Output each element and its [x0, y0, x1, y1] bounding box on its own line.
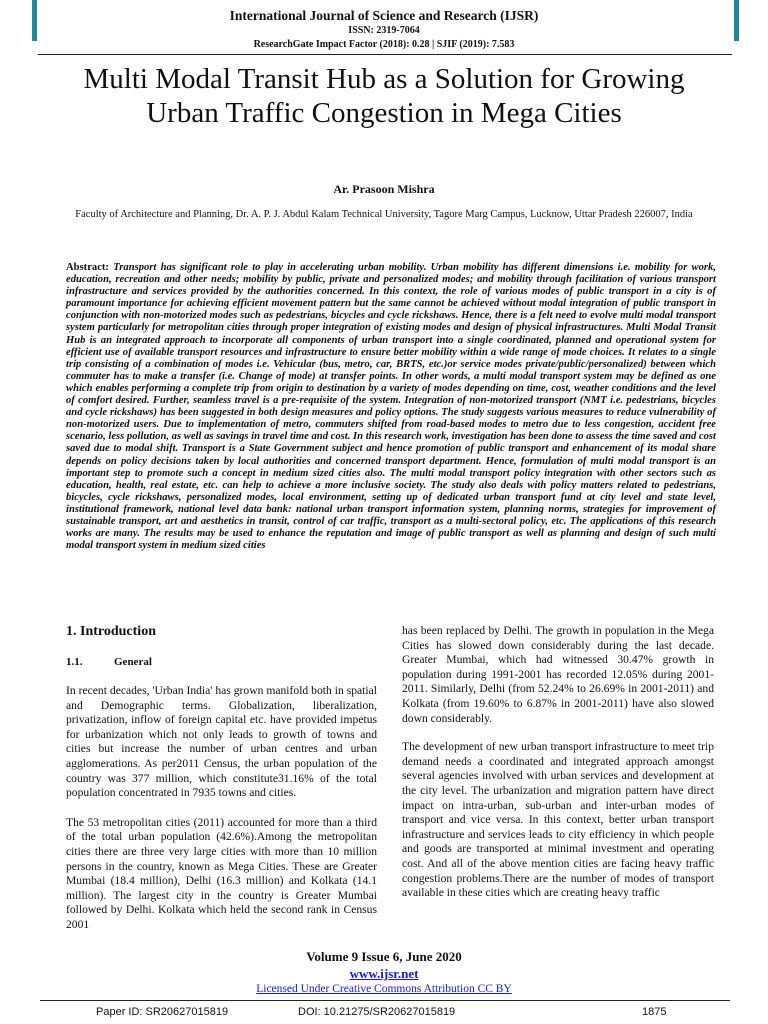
license-link[interactable]: Licensed Under Creative Commons Attribution CC BY [256, 983, 512, 995]
journal-name: International Journal of Science and Research (IJSR) [229, 8, 539, 23]
subsection-number: 1.1. [66, 656, 83, 668]
page-number: 1875 [642, 1006, 667, 1018]
paper-title: Multi Modal Transit Hub as a Solution for Growing Urban Traffic Congestion in Mega Cities [83, 63, 685, 129]
right-column [402, 624, 714, 901]
header-divider [38, 54, 732, 55]
volume-issue: Volume 9 Issue 6, June 2020 [306, 949, 462, 964]
journal-website-link[interactable]: www.ijsr.net [349, 966, 419, 981]
paragraph: has been replaced by Delhi. The growth in population in the Mega Cities has slowed down considerably during the last decade. Greater Mumbai, which had witnessed 30.47% growth in population during 1991-2001 has recorded 12.05% during 2001-2011. Similarly, Delhi (from 52.24% to 26.69% in 2001-2011) and Kolkata (from 19.60% to 6.87% in 2001-2011) have also slowed down considerably. [402, 624, 714, 725]
section-heading: 1. Introduction [66, 624, 156, 639]
paragraph: In recent decades, 'Urban India' has grown manifold both in spatial and Demographic terms. Globalization, liberalization, privatization, inflow of foreign capital etc. have provided impetus for urbanization which not only leads to growth of towns and cities but increase the number of urban centres and urban agglomerations. As per2011 Census, the urban population of the country was 377 million, which constitute31.16% of the total population concentrated in 7935 towns and cities. [66, 684, 377, 800]
paragraph: The 53 metropolitan cities (2011) accounted for more than a third of the total urban population (42.6%).Among the metropolitan cities there are three very large cities with more than 10 million persons in the country, known as Mega Cities. These are Greater Mumbai (18.4 million), Delhi (16.3 million) and Kolkata (14.1 million). The largest city in the country is Greater Mumbai followed by Delhi. Kolkata which held the second rank in Census 2001 [66, 815, 377, 931]
paragraph: The development of new urban transport infrastructure to meet trip demand needs a coordinated and integrated approach amongst several agencies involved with urban services and development at the city level. The urbanization and migration pattern have direct impact on intra-urban, sub-urban and inter-urban modes of transport and vice versa. In this context, better urban transport infrastructure and services leads to city efficiency in which people and goods are transported at minimal investment and operating cost. And all of the above mention cities are facing heavy traffic congestion problems.There are the number of modes of transport available in these cities which are creating heavy traffic [402, 740, 714, 900]
author-name: Ar. Prasoon Mishra [333, 182, 435, 196]
abstract-label: Abstract: [66, 262, 114, 273]
subsection-title: General [114, 656, 152, 668]
impact-factor: ResearchGate Impact Factor (2018): 0.28 | SJIF (2019): 7.583 [253, 39, 515, 50]
issn: ISSN: 2319-7064 [348, 25, 420, 36]
abstract [66, 262, 716, 552]
footer-divider [40, 1000, 730, 1001]
left-column [66, 624, 377, 933]
doi: DOI: 10.21275/SR20627015819 [298, 1006, 456, 1018]
paper-id: Paper ID: SR20627015819 [96, 1006, 229, 1018]
author-affiliation: Faculty of Architecture and Planning, Dr. A. P. J. Abdul Kalam Technical University, Tagore Marg Campus, Lucknow, Uttar Pradesh 226007, India [75, 209, 693, 220]
subsection-heading [66, 656, 377, 668]
abstract-text: Transport has significant role to play in accelerating urban mobility. Urban mobility has different dimensions i.e. mobility for work, education, recreation and other needs; mobility by public, private and personalized modes; and mobility through facilitation of various transport infrastructure and services provided by the authorities concerned. In this context, the role of various modes of public transport in a city is of paramount importance for achieving efficient movement pattern but the same cannot be achieved without modal integration of public transport in conjunction with non-motorized modes such as pedestrians, bicycles and cycle rickshaws. Hence, there is a felt need to evolve multi modal transport system particularly for metropolitan cities through proper integration of existing modes and design of physical infrastructures. Multi Modal Transit Hub is an integrated approach to incorporate all components of urban transport into a single coordinated, planned and operational system for efficient use of available transport resources and infrastructure to ensure better mobility within a wide range of mode choices. It relates to a single trip consisting of a combination of modes i.e. Vehicular (bus, metro, car, BRTS, etc.)or service modes private/public/personalized) between which commuter has to make a transfer (i.e. Change of mode) at transfer points. In other words, a multi modal transport system may be defined as one which enables performing a complete trip from origin to destination by a variety of modes depending on time, cost, weather conditions and the level of comfort desired. Further, seamless travel is a pre-requisite of the system. Integration of non-motorized transport (NMT i.e. pedestrians, bicycles and cycle rickshaws) has been suggested in both design measures and policy options. The study suggests various measures to reduce vulnerability of non-motorized users. Due to implementation of metro, commuters shifted from road-based modes to metro due to less congestion, accident free scenario, less pollution, as well as savings in travel time and cost. In this research work, investigation has been done to assess the time saved and cost saved due to modal shift. Transport is a State Government subject and hence promotion of public transport and enhancement of its modal share depends on policy decisions taken by local authorities and concerned transport department. Hence, formulation of multi modal transport is an important step to promote such a concept in medium sized cities also. The multi modal transport policy integration with other sectors such as education, health, real estate, etc. can help to achieve a more inclusive society. The study also deals with policy matters related to pedestrians, bicycles, cycle rickshaws, personalized modes, local environment, setting up of dedicated urban transport fund at city level and state level, institutional framework, national level data bank: national urban transport information system, planning norms, strategies for improvement of sustainable transport, art and aesthetics in transit, control of car traffic, transport as a multi-sectoral policy, etc. The applications of this research works are many. The results may be used to enhance the reputation and image of public transport as well as planning and design of such multi modal transport system in medium sized cities [66, 262, 716, 552]
